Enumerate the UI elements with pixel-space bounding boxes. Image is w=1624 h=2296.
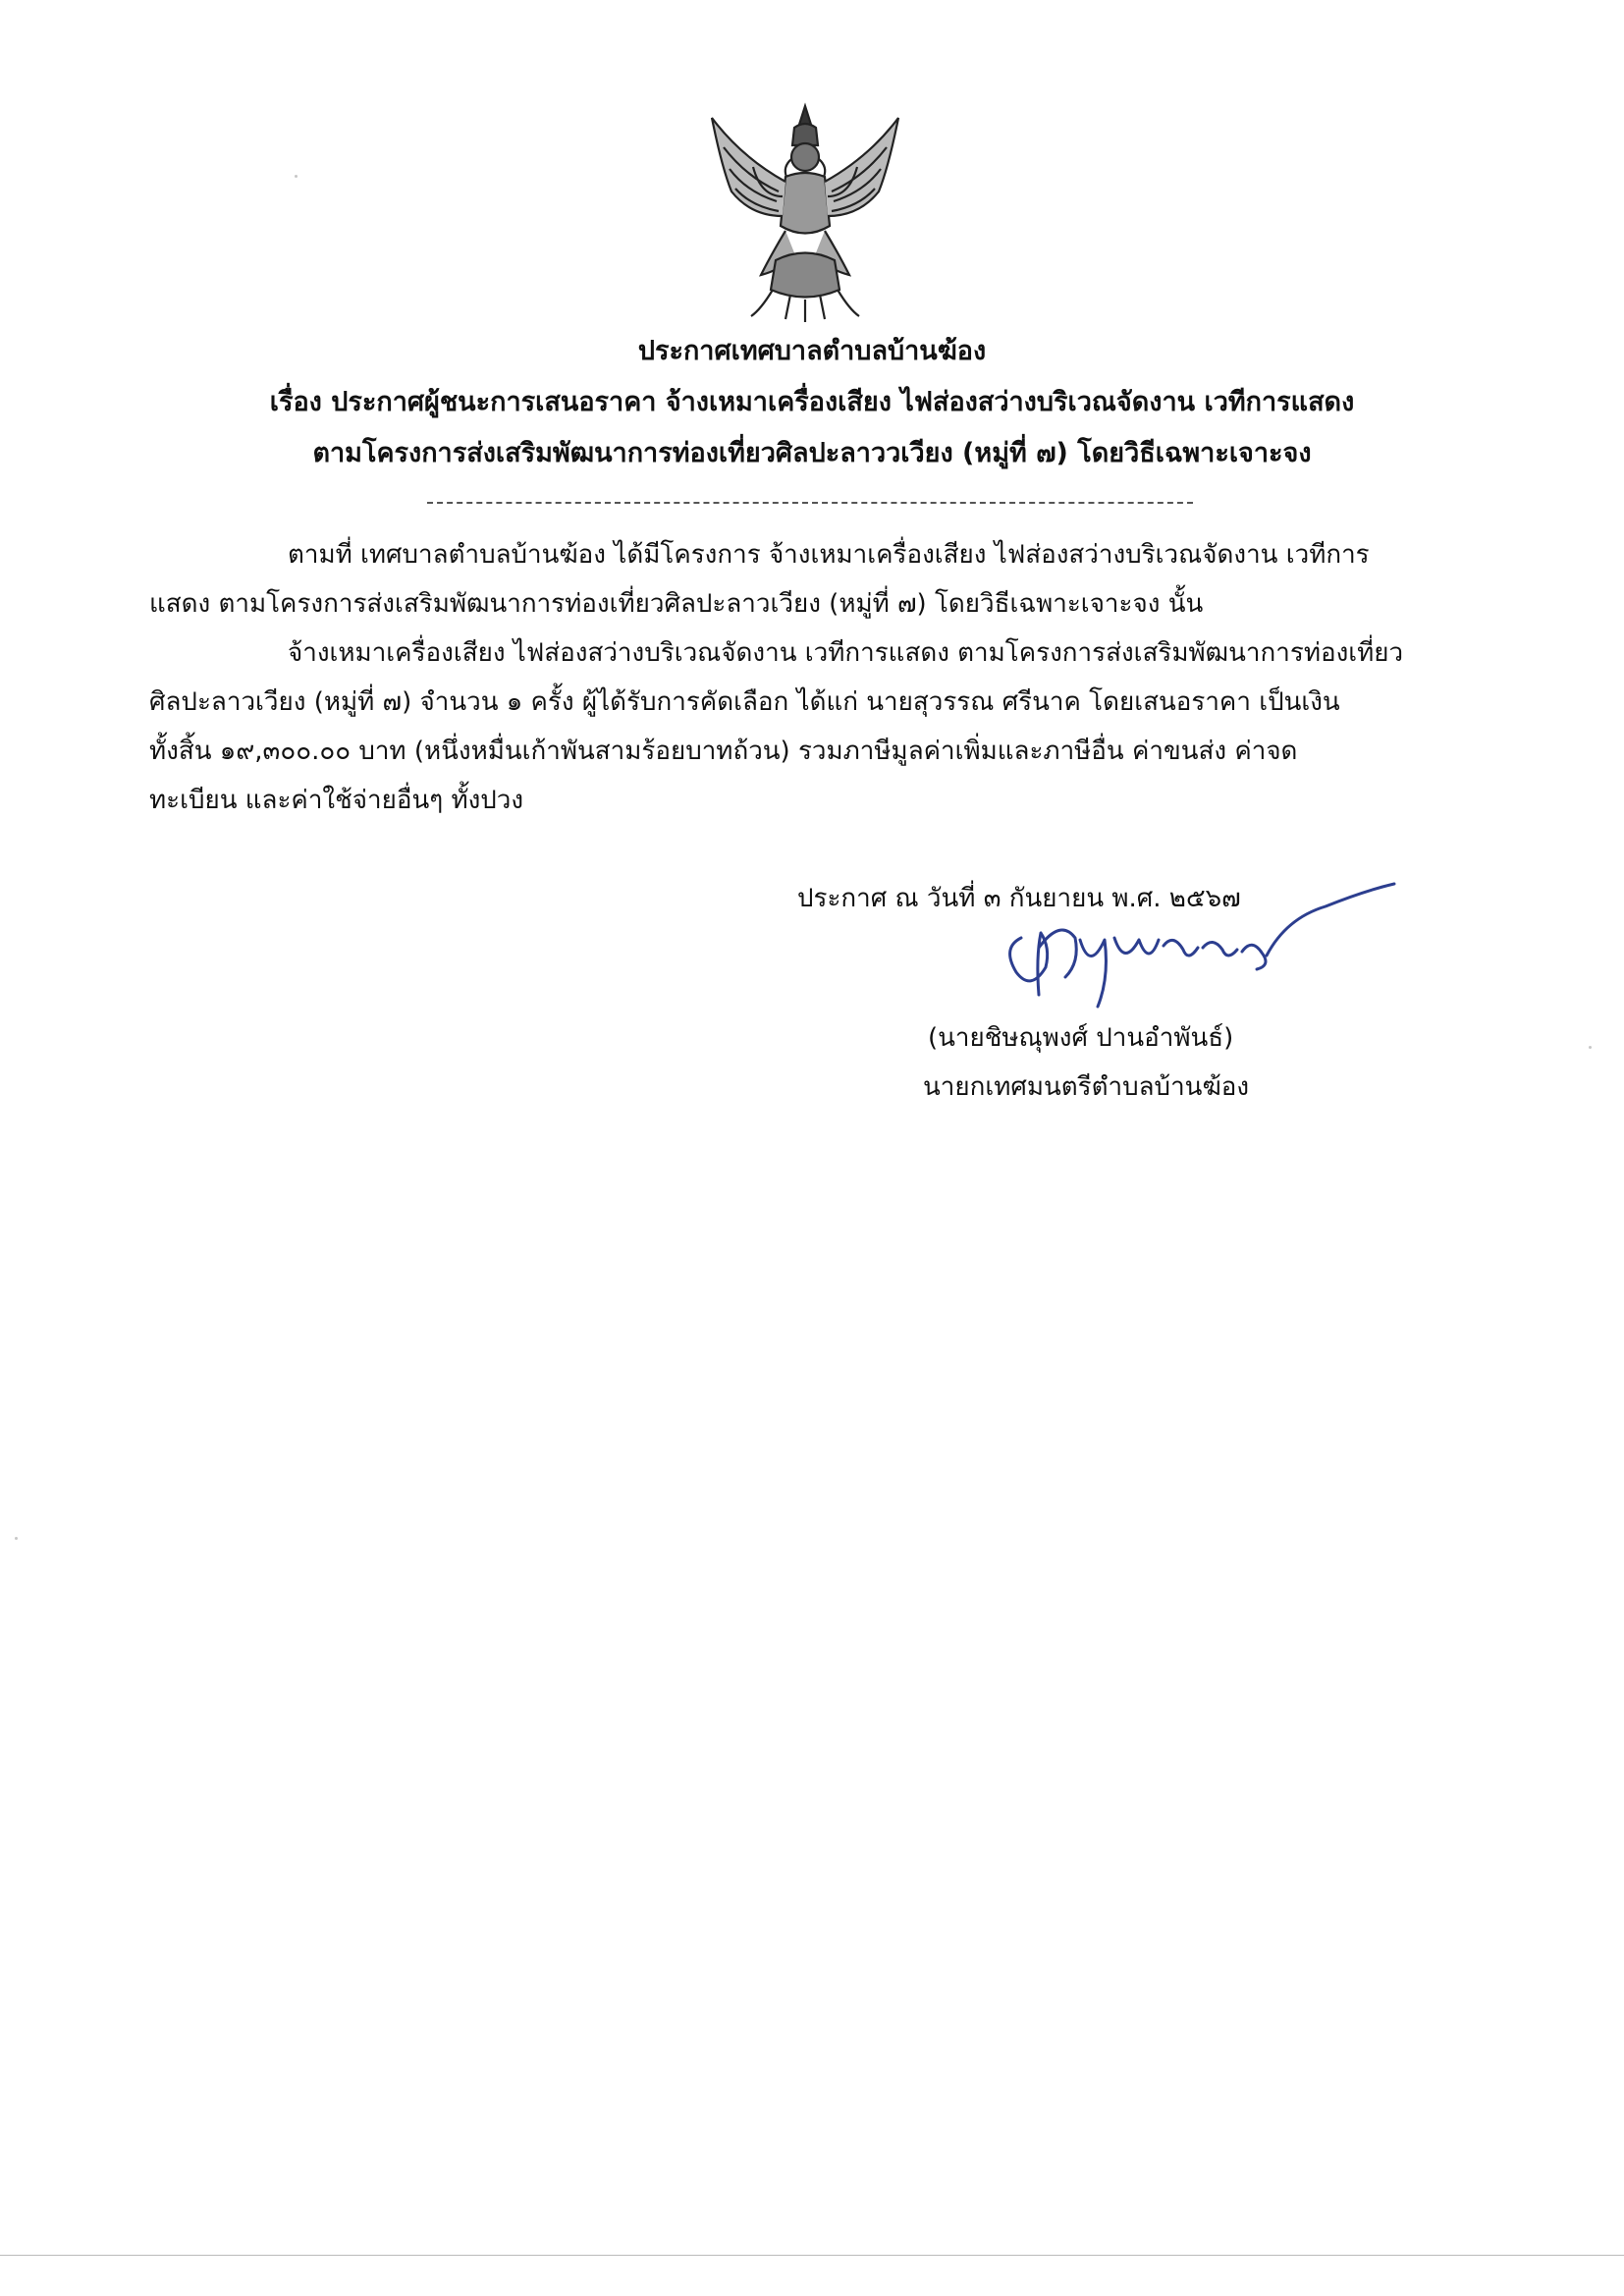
scan-bottom-edge: [0, 2255, 1624, 2256]
signer-name: (นายชิษณุพงศ์ ปานอำพันธ์): [928, 1023, 1234, 1053]
handwritten-signature-icon: [992, 879, 1404, 1016]
paragraph-2-line-2: ศิลปะลาวเวียง (หมู่ที่ ๗) จำนวน ๑ ครั้ง ผู้ได้รับการคัดเลือก ได้แก่ นายสุวรรณ ศรีนาค โดยเสนอราคา เป็นเงิน: [149, 687, 1340, 717]
paragraph-2-line-3: ทั้งสิ้น ๑๙,๓๐๐.๐๐ บาท (หนึ่งหมื่นเก้าพันสามร้อยบาทถ้วน) รวมภาษีมูลค่าเพิ่มและภาษีอื่น ค่าขนส่ง ค่าจด: [149, 737, 1298, 766]
paragraph-1-line-2: แสดง ตามโครงการส่งเสริมพัฒนาการท่องเที่ยวศิลปะลาวเวียง (หมู่ที่ ๗) โดยวิธีเฉพาะเจาะจง นั้น: [149, 589, 1204, 619]
subject-line-2: ตามโครงการส่งเสริมพัฒนาการท่องเที่ยวศิลปะลาววเวียง (หมู่ที่ ๗) โดยวิธีเฉพาะเจาะจง: [312, 438, 1312, 468]
document-title: ประกาศเทศบาลตำบลบ้านฆ้อง: [637, 336, 987, 366]
paragraph-2-line-4: ทะเบียน และค่าใช้จ่ายอื่นๆ ทั้งปวง: [149, 786, 524, 815]
announcement-date: ประกาศ ณ วันที่ ๓ กันยายน พ.ศ. ๒๕๖๗: [797, 884, 1241, 913]
scan-speck: [15, 1537, 18, 1540]
scan-speck: [1589, 1046, 1592, 1049]
scan-speck: [295, 175, 298, 178]
garuda-emblem-icon: [692, 98, 918, 324]
signer-title: นายกเทศมนตรีตำบลบ้านฆ้อง: [923, 1072, 1250, 1102]
paragraph-1-line-1: ตามที่ เทศบาลตำบลบ้านฆ้อง ได้มีโครงการ จ้างเหมาเครื่องเสียง ไฟส่องสว่างบริเวณจัดงาน เวทีการ: [288, 540, 1370, 570]
dashed-divider: [427, 502, 1193, 504]
subject-line-1: เรื่อง ประกาศผู้ชนะการเสนอราคา จ้างเหมาเครื่องเสียง ไฟส่องสว่างบริเวณจัดงาน เวทีการแสดง: [269, 387, 1355, 417]
paragraph-2-line-1: จ้างเหมาเครื่องเสียง ไฟส่องสว่างบริเวณจัดงาน เวทีการแสดง ตามโครงการส่งเสริมพัฒนาการท่องเที่ยว: [288, 638, 1404, 668]
